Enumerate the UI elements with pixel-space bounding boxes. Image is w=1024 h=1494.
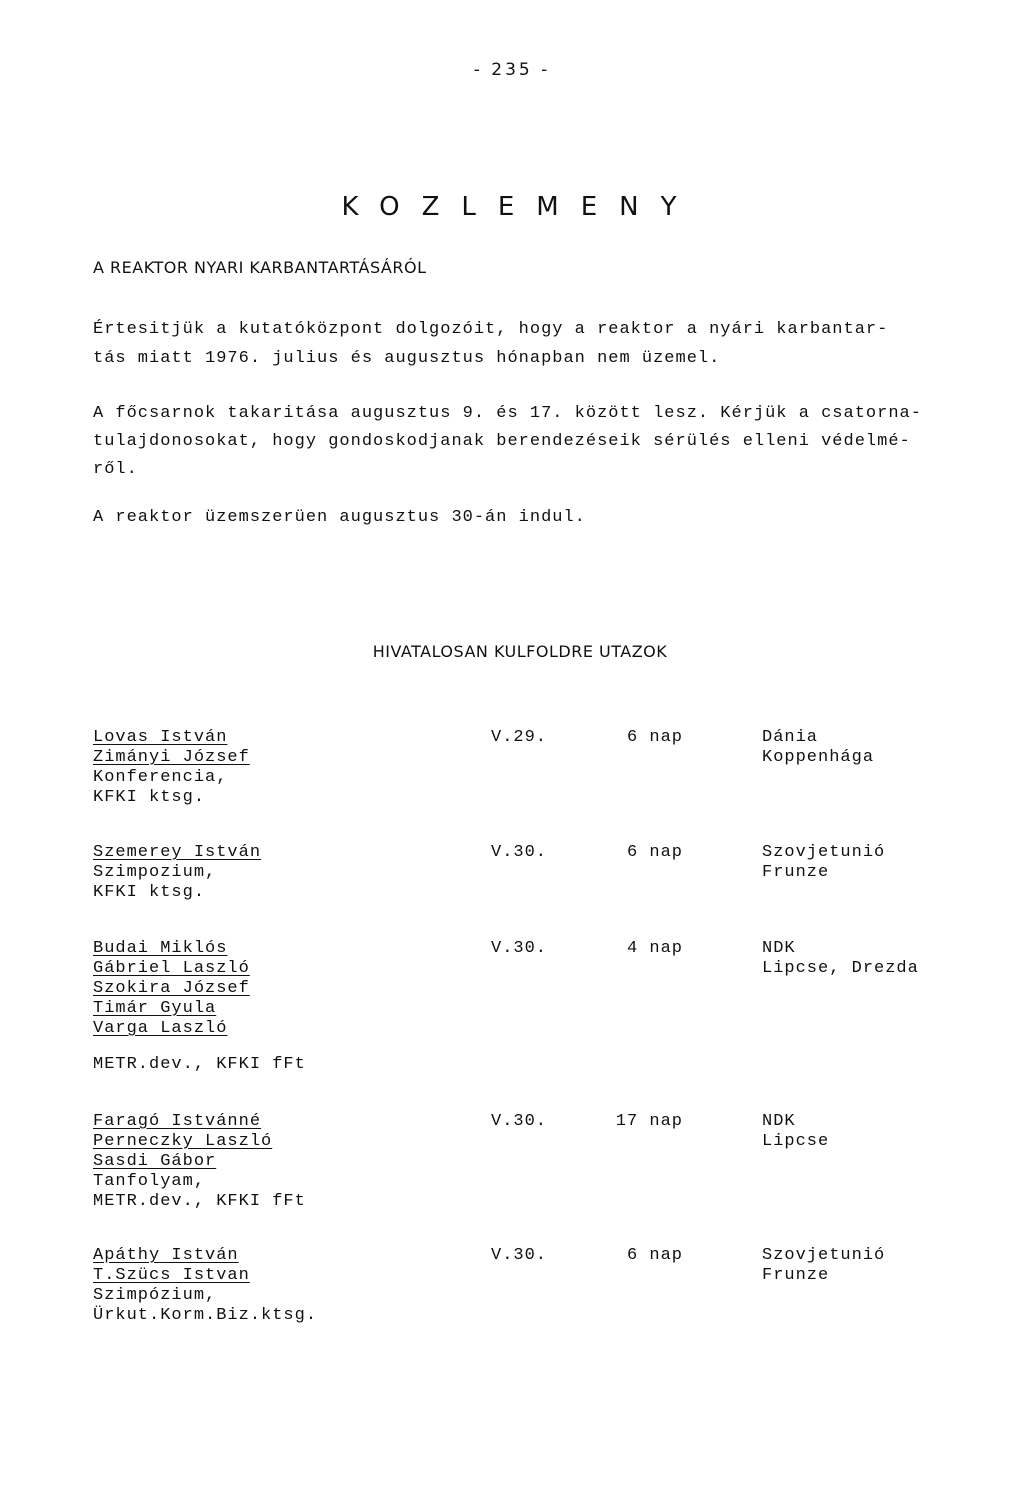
trip-note: Ürkut.Korm.Biz.ktsg. [93,1306,318,1325]
traveler-name: Gábriel Laszló [93,959,250,978]
trip-destination [762,939,919,979]
destination-country: NDK [762,939,796,958]
trip-days: 6 nap [626,1246,683,1265]
traveler-name: Zimányi József [93,748,250,767]
page-number: - 235 - [473,60,551,80]
traveler-name: Faragó Istvánné [93,1112,262,1131]
trip-note: Szimpózium, [93,1286,217,1305]
section-title: HIVATALOSAN KULFOLDRE UTAZOK [372,642,668,661]
traveler-name: Perneczky Laszló [93,1132,273,1151]
trip-days: 6 nap [626,843,683,862]
trip-date: V.30. [491,939,548,958]
trip-note: Szimpozium, [93,863,217,882]
traveler-name: Apáthy István [93,1246,239,1265]
trip-destination [762,1112,829,1152]
traveler-name: Varga Laszló [93,1019,228,1038]
destination-city: Koppenhága [762,748,875,767]
traveler-name: T.Szücs Istvan [93,1266,250,1285]
paragraph-line: ről. [93,460,138,479]
page-subtitle: A REAKTOR NYARI KARBANTARTÁSÁRÓL [93,258,427,277]
trip-date: V.30. [491,1246,548,1265]
trip-note: METR.dev., KFKI fFt [93,1192,306,1211]
paragraph-line: tulajdonosokat, hogy gondoskodjanak berendezéseik sérülés elleni védelmé- [93,432,911,451]
destination-city: Frunze [762,863,830,882]
trip-days: 17 nap [615,1112,683,1131]
trip-note: Konferencia, [93,768,228,787]
trip-note: KFKI ktsg. [93,883,206,902]
trip-date: V.30. [491,1112,548,1131]
destination-city: Lipcse, Drezda [762,959,919,978]
trip-note: KFKI ktsg. [93,788,206,807]
trip-date: V.29. [491,728,548,747]
destination-city: Lipcse [762,1132,830,1151]
paragraph-line: tás miatt 1976. julius és augusztus hónapban nem üzemel. [93,349,721,368]
destination-country: NDK [762,1112,796,1131]
trip-destination [762,728,874,768]
paragraph-line: A reaktor üzemszerüen augusztus 30-án indul. [93,508,586,527]
destination-country: Szovjetunió [762,843,886,862]
destination-country: Dánia [762,728,819,747]
trip-note: Tanfolyam, [93,1172,206,1191]
traveler-name: Budai Miklós [93,939,228,958]
trip-names [93,843,261,903]
trip-days: 6 nap [626,728,683,747]
trip-destination [762,843,885,883]
page-title: KOZLEMENY [341,192,699,222]
destination-country: Szovjetunió [762,1246,886,1265]
trip-note: METR.dev., KFKI fFt [93,1055,306,1074]
paragraph-line: A főcsarnok takaritása augusztus 9. és 17. között lesz. Kérjük a csatorna- [93,404,922,423]
traveler-name: Szemerey István [93,843,262,862]
trip-names [93,1246,317,1326]
trip-names [93,728,250,808]
destination-city: Frunze [762,1266,830,1285]
traveler-name: Timár Gyula [93,999,217,1018]
trip-names [93,939,306,1075]
traveler-name: Szokira József [93,979,250,998]
trip-days: 4 nap [626,939,683,958]
traveler-name: Lovas István [93,728,228,747]
trip-date: V.30. [491,843,548,862]
trip-names [93,1112,306,1212]
traveler-name: Sasdi Gábor [93,1152,217,1171]
trip-destination [762,1246,885,1286]
trip-note-spacer [93,1039,306,1055]
paragraph-line: Értesitjük a kutatóközpont dolgozóit, hogy a reaktor a nyári karbantar- [93,320,889,339]
